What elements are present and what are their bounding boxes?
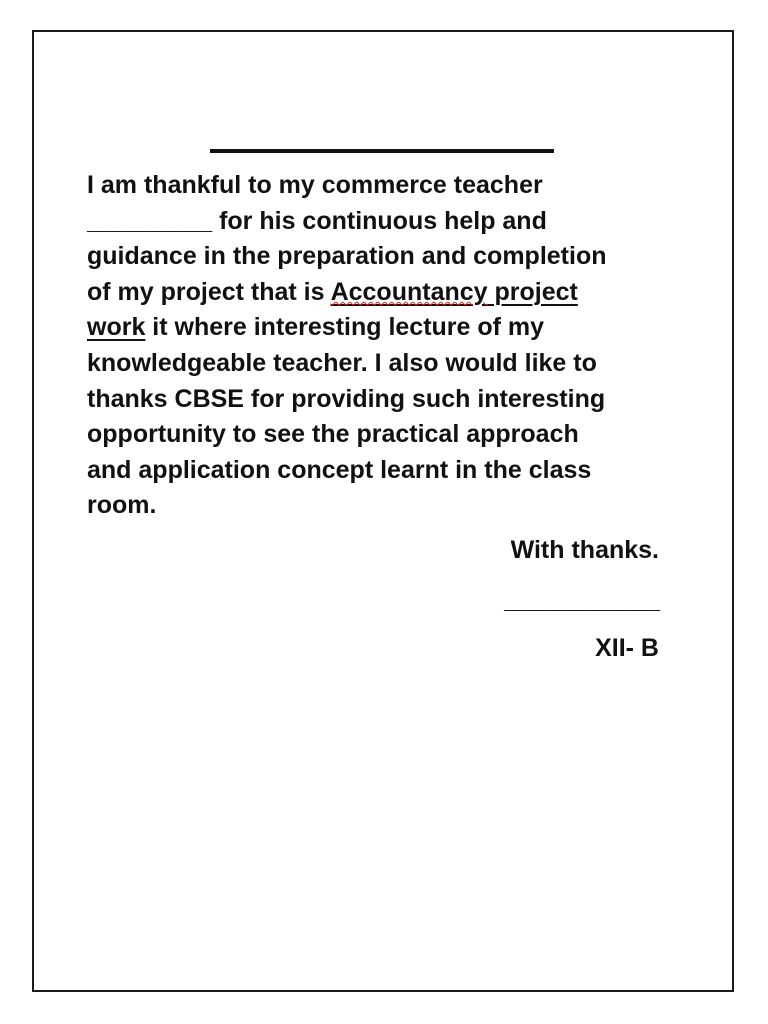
- paragraph-line: I am thankful to my commerce teacher: [87, 171, 543, 199]
- paragraph-line: knowledgeable teacher. I also would like to: [87, 348, 597, 377]
- closing-thanks: With thanks.: [510, 536, 659, 564]
- title-blank-line: [210, 149, 554, 153]
- paragraph-line: _________ for his continuous help and: [87, 206, 547, 235]
- signature-blank: ____________: [504, 586, 659, 614]
- paragraph-line: guidance in the preparation and completion: [87, 242, 607, 271]
- class-label: XII- B: [595, 634, 659, 662]
- paragraph-line: and application concept learnt in the class: [87, 455, 592, 484]
- project-title-part: project: [487, 277, 578, 306]
- spellcheck-word: Accountancy: [330, 277, 488, 306]
- paragraph-text: it where interesting lecture of my: [145, 313, 545, 342]
- project-title-underlined: [331, 278, 578, 306]
- paragraph-line: [87, 275, 687, 311]
- paragraph-line: [87, 310, 687, 346]
- acknowledgement-paragraph: [87, 168, 687, 524]
- paragraph-line: thanks CBSE for providing such interesting: [87, 384, 606, 413]
- paragraph-line: opportunity to see the practical approach: [87, 420, 579, 449]
- paragraph-text: of my project that is: [87, 277, 331, 306]
- project-title-part: work: [87, 313, 146, 342]
- paragraph-line: room.: [87, 491, 157, 520]
